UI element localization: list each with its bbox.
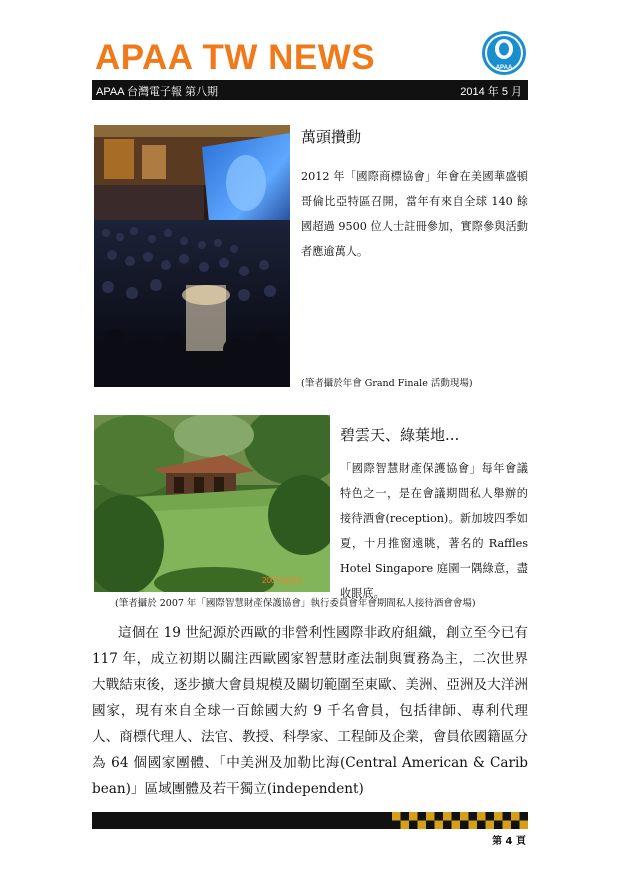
body-paragraph: 這個在 19 世紀源於西歐的非營利性國際非政府組織，創立至今已有 117 年，成立初期以關注西歐國家智慧財產法制與實務為主，二次世界大戰結束後，逐步擴大會員規模及關切範圍至東歐、美洲、亞洲及大洋洲國家，現有來自全球一百餘國大約 9 千名會員，包括律師、專利代理人、商標代理人、法官、教授、科學家、工程師及企業，會員依國籍區分為 64 個國家團體、「中美洲及加勒比海(Central American & Carib bean)」區域團體及若干獨立(independent) xyxy=(92,625,528,797)
article2-heading: 碧雲天、綠葉地... xyxy=(340,426,460,444)
garden-photo xyxy=(94,415,330,592)
page-number: 第 4 頁 xyxy=(492,836,526,847)
concert-crowd-photo xyxy=(94,125,290,387)
article1-caption: (筆者攝於年會 Grand Finale 活動現場) xyxy=(301,378,473,389)
logo-label: APAA xyxy=(495,65,513,71)
article2-caption: (筆者攝於 2007 年「國際智慧財產保護協會」執行委員會年會期間私人接待酒會會場) xyxy=(115,598,476,609)
checker-pattern-icon xyxy=(392,812,528,829)
footer-bar xyxy=(92,812,528,829)
photo-timestamp: 2007/10/14 xyxy=(262,576,303,585)
newsletter-title: APAA TW NEWS xyxy=(95,38,376,77)
issue-bar xyxy=(92,80,528,100)
article1-text: 2012 年「國際商標協會」年會在美國華盛頓哥倫比亞特區召開，當年有來自全球 140 餘國超過 9500 位人士註冊參加，實際參與活動者應逾萬人。 xyxy=(301,170,528,258)
issue-date: 2014 年 5 月 xyxy=(460,86,522,98)
apaa-logo-icon xyxy=(481,30,527,76)
article1-heading: 萬頭攢動 xyxy=(301,128,362,146)
article2-text: 「國際智慧財產保護協會」每年會議特色之一，是在會議期間私人舉辦的接待酒會(reception)。新加坡四季如夏，十月推窗遠眺，著名的 Raffles Hotel Singapore 庭園一隅綠意，盡收眼底。 xyxy=(340,462,528,600)
issue-label: APAA 台灣電子報 第八期 xyxy=(96,86,219,98)
